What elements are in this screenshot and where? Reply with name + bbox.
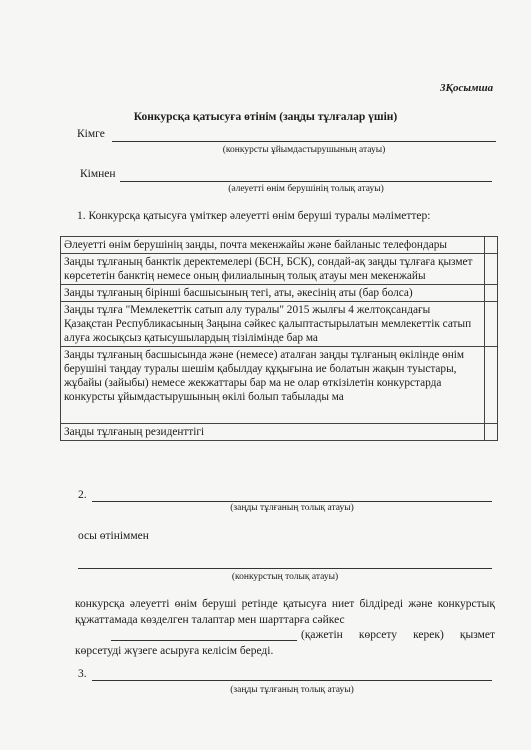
- table-row: [61, 237, 498, 254]
- table-row-label: Заңды тұлға "Мемлекеттік сатып алу туралы" 2015 жылғы 4 желтоқсандағы Қазақстан Республикасының Заңына сәйкес қалыптастырылатын мемлекеттік сатып алуға жосықсыз қатысушылардың тізілімінде бар ма: [61, 302, 485, 347]
- section-2-number: 2.: [78, 489, 87, 501]
- contest-name-line[interactable]: [78, 568, 492, 569]
- section-3-name-line[interactable]: [92, 680, 492, 681]
- form-title: Конкурсқа қатысуға өтінім (заңды тұлғалар үшін): [133, 111, 398, 123]
- table-row: [61, 254, 498, 285]
- table-row: [61, 424, 498, 441]
- consent-paragraph-part2: (қажетін көрсету керек) қызмет көрсетуді жүзеге асыруға келісім береді.: [75, 629, 495, 657]
- from-caption: (әлеуетті өнім берушінің толық атауы): [228, 184, 384, 194]
- table-row-label: Заңды тұлғаның банктік деректемелері (БСН, БСК), сондай-ақ заңды тұлғаға қызмет көрсететін банктің немесе оның филиалының толық атауы мен мекенжайы: [61, 254, 485, 285]
- appendix-label: 3Қосымша: [440, 82, 494, 94]
- table-row-value[interactable]: [485, 424, 498, 441]
- table-row-label: Заңды тұлғаның басшысында және (немесе) аталған заңды тұлғаның өкілінде өнім берушіні таңдау туралы шешім қабылдау құқығына ие болатын жақын туыстары, жұбайы (зайыбы) немесе жекжаттары бар ма не олар өткізілетін конкурстарда конкурсты ұйымдастырушының өкілі болып табылады ма: [61, 347, 485, 424]
- table-row-value[interactable]: [485, 237, 498, 254]
- section-3-number: 3.: [78, 668, 87, 680]
- table-row-value[interactable]: [485, 302, 498, 347]
- table-row: [61, 347, 498, 424]
- consent-paragraph-part1: конкурсқа әлеуетті өнім беруші ретінде қатысуға ниет білдіреді және конкурстық құжаттамада көзделген талаптар мен шарттарға сәйкес: [75, 598, 495, 626]
- section-2-caption: (заңды тұлғаның толық атауы): [230, 503, 354, 513]
- hereby-text: осы өтініммен: [78, 530, 149, 542]
- to-field-line[interactable]: [112, 141, 496, 142]
- from-field-line[interactable]: [120, 181, 492, 182]
- table-row-label: Әлеуетті өнім берушінің заңды, почта мекенжайы және байланыс телефондары: [61, 237, 485, 254]
- contest-caption: (конкурстың толық атауы): [231, 572, 339, 582]
- table-row-value[interactable]: [485, 347, 498, 424]
- table-row: [61, 302, 498, 347]
- to-label: Кімге: [77, 128, 105, 140]
- table-row-value[interactable]: [485, 285, 498, 302]
- from-label: Кімнен: [80, 168, 116, 180]
- table-row-value[interactable]: [485, 254, 498, 285]
- to-caption: (конкурсты ұйымдастырушының атауы): [222, 145, 386, 155]
- table-row-label: Заңды тұлғаның резиденттігі: [61, 424, 485, 441]
- section-3-caption: (заңды тұлғаның толық атауы): [230, 685, 354, 695]
- table-row: [61, 285, 498, 302]
- section-1-heading: 1. Конкурсқа қатысуға үміткер әлеуетті өнім беруші туралы мәліметтер:: [77, 210, 431, 222]
- section-2-name-line[interactable]: [92, 501, 492, 502]
- supplier-info-table: [60, 236, 498, 441]
- table-row-label: Заңды тұлғаның бірінші басшысының тегі, аты, әкесінің аты (бар болса): [61, 285, 485, 302]
